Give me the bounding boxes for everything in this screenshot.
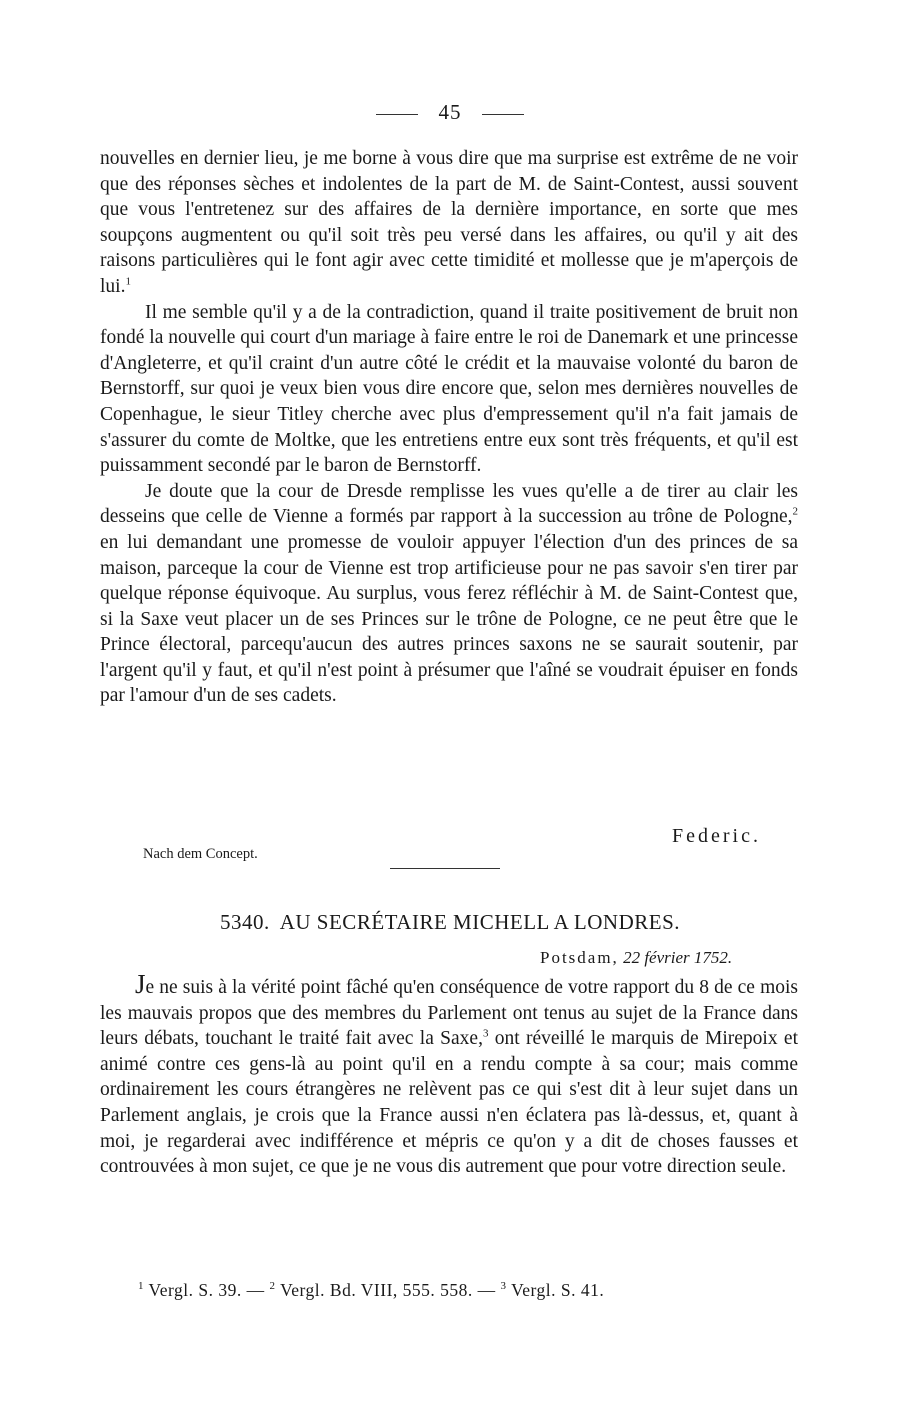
- paragraph-text: en lui demandant une promesse de vouloir appuyer l'élection d'un des princes de sa maison, parceque la cour de Vienne est trop artificieuse pour ne pas savoir s'en tirer par quelque réponse équivoque. Au surplus, vous ferez réfléchir à M. de Saint-Contest que, si la Saxe veut placer un de ses Princes sur le trône de Pologne, ce ne peut être que le Prince électoral, parcequ'aucun des autres princes saxons ne se saurait soutenir, par l'argent qu'il y faut, et qu'il n'est point à présumer que l'aîné se voudrait épuiser en fonds par l'amour d'un de ses cadets.: [100, 531, 798, 707]
- page-header: [0, 100, 900, 125]
- header-rule-right: [482, 114, 524, 115]
- footnote-ref-3: 3: [482, 1027, 489, 1040]
- footnote-mark: 3: [500, 1280, 507, 1293]
- footnotes: [138, 1280, 604, 1301]
- footnote-1: [138, 1280, 270, 1300]
- paragraph-text: ont réveillé le marquis de Mirepoix et animé contre ces gens-là au point qu'il en a rendu compte à sa cour; mais comme ordinairement les cours étrangères ne relèvent pas ce qui s'est dit à leur sujet dans un Parlement anglais, je crois que la France aussi n'en éclatera pas là-dessus, et, quant à moi, je regarderai avec indifférence et mépris ce qu'on y a dit de choses fausses et controuvées à mon sujet, ce que je ne vous dis autrement que pour votre direction seule.: [100, 1028, 798, 1178]
- footnote-text: Vergl. S. 41.: [506, 1280, 605, 1300]
- letter-1-paragraph-1: [100, 146, 798, 300]
- footnote-2: [270, 1280, 501, 1300]
- letter-1-paragraph-3: [100, 479, 798, 709]
- document-number: 5340.: [219, 910, 270, 934]
- letter-2-body: [100, 969, 798, 1180]
- header-rule-left: [376, 114, 418, 115]
- signature: Federic.: [672, 825, 761, 847]
- page-number: 45: [438, 100, 462, 124]
- paragraph-text: Je doute que la cour de Dresde remplisse les vues qu'elle a de tirer au clair les desseins que celle de Vienne a formés par rapport à la succession au trône de Pologne,: [100, 480, 798, 528]
- footnote-ref-1: 1: [125, 275, 131, 288]
- initial-letter: J: [135, 969, 146, 999]
- footnote-mark: 2: [269, 1280, 276, 1293]
- dateline: [540, 948, 732, 968]
- letter-1-paragraph-2: Il me semble qu'il y a de la contradiction, quand il traite positivement de bruit non fondé la nouvelle qui court d'un mariage à faire entre le roi de Danemark et une princesse d'Angleterre, et qu'il craint d'un autre côté le crédit et la mauvaise volonté du baron de Bernstorff, sur quoi je veux bien vous dire encore que, selon mes dernières nouvelles de Copenhague, le sieur Titley cherche avec plus d'empressement qu'il n'a fait jamais de s'assurer du comte de Moltke, que les entretiens entre eux sont très fréquents, et qu'il est puissamment secondé par le baron de Bernstorff.: [100, 301, 798, 477]
- dateline-date: 22 février 1752.: [623, 948, 733, 967]
- paragraph-text: e ne suis à la vérité point fâché qu'en conséquence de votre rapport du 8 de ce mois les mauvais propos que des membres du Parlement ont tenus au sujet de la France dans leurs débats, touchant le traité fait avec la Saxe,: [100, 977, 798, 1050]
- source-note: Nach dem Concept.: [143, 846, 258, 862]
- footnote-ref-2: 2: [792, 505, 798, 518]
- paragraph-text: nouvelles en dernier lieu, je me borne à vous dire que ma surprise est extrême de ne voir que des réponses sèches et indolentes de la part de M. de Saint-Contest, aussi souvent que vous l'entretenez sur des affaires de la dernière importance, en sorte que mes soupçons augmentent ou qu'il soit très peu versé dans les affaires, ou qu'il y ait des raisons particulières qui le font agir avec cette timidité et mollesse que je m'aperçois de lui.: [100, 148, 798, 297]
- footnote-3: [501, 1280, 605, 1300]
- footnote-text: Vergl. Bd. VIII, 555. 558. —: [275, 1280, 501, 1300]
- document-title: AU SECRÉTAIRE MICHELL A LONDRES.: [279, 910, 681, 934]
- dateline-place: Potsdam,: [540, 948, 619, 967]
- footnote-mark: 1: [138, 1280, 144, 1293]
- letter-1-body: [100, 146, 798, 709]
- section-divider: [390, 868, 500, 869]
- document-heading: [0, 910, 900, 935]
- letter-2-paragraph: [100, 969, 798, 1180]
- footnote-text: Vergl. S. 39. —: [144, 1280, 270, 1300]
